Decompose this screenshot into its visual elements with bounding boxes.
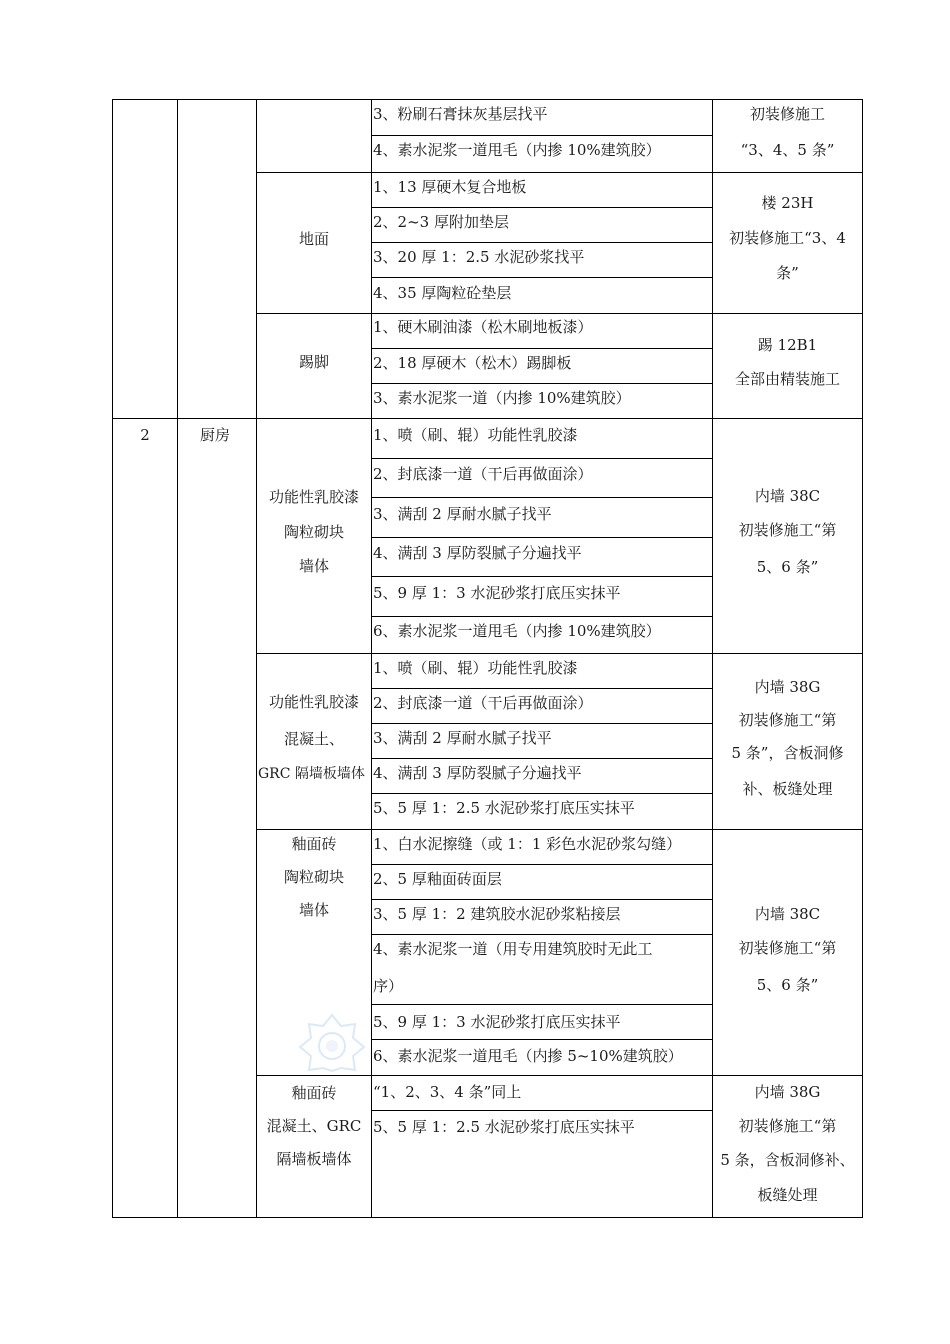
- part-label-floor: 地面: [298, 230, 329, 248]
- ref-text: 内墙 38C: [754, 487, 821, 505]
- ref-text: 内墙 38G: [754, 678, 821, 696]
- step-text: 3、素水泥浆一道（内掺 10%建筑胶）: [373, 389, 631, 407]
- step-text: 6、素水泥浆一道甩毛（内掺 5~10%建筑胶）: [373, 1047, 683, 1065]
- part-line: 釉面砖: [291, 1084, 337, 1102]
- part-line: 墙体: [298, 901, 329, 919]
- step-text: “1、2、3、4 条”同上: [373, 1083, 522, 1101]
- part-line: 混凝土、: [283, 730, 344, 748]
- step-text: 6、素水泥浆一道甩毛（内掺 10%建筑胶）: [373, 622, 661, 640]
- step-text: 3、满刮 2 厚耐水腻子找平: [373, 505, 552, 523]
- part-line: 釉面砖: [291, 835, 337, 853]
- step-text: 5、5 厚 1：2.5 水泥砂浆打底压实抹平: [373, 799, 635, 817]
- step-text: 1、硬木刷油漆（松木刷地板漆）: [373, 318, 593, 336]
- ref-text: 补、板缝处理: [742, 780, 833, 798]
- step-text: 5、9 厚 1：3 水泥砂浆打底压实抹平: [373, 584, 621, 602]
- ref-text: 初装修施工“第: [738, 1117, 837, 1135]
- step-text: 3、5 厚 1：2 建筑胶水泥砂浆粘接层: [373, 905, 621, 923]
- step-text: 1、白水泥擦缝（或 1：1 彩色水泥砂浆勾缝）: [373, 835, 682, 853]
- ref-text: 全部由精装施工: [734, 370, 840, 388]
- ref-text: 初装修施工“3、4: [729, 229, 846, 247]
- step-text: 2、封底漆一道（干后再做面涂）: [373, 694, 593, 712]
- step-text: 4、素水泥浆一道（用专用建筑胶时无此工: [373, 940, 653, 958]
- part-line: 功能性乳胶漆: [268, 488, 359, 506]
- part-line: 隔墙板墙体: [276, 1150, 352, 1168]
- part-line: 陶粒砌块: [283, 523, 344, 541]
- step-text: 4、35 厚陶粒砼垫层: [373, 284, 512, 302]
- ref-text: 初装修施工“第: [738, 939, 837, 957]
- ref-text: 板缝处理: [757, 1186, 818, 1204]
- room-name: 厨房: [200, 426, 231, 444]
- step-text: 5、9 厚 1：3 水泥砂浆打底压实抹平: [373, 1013, 621, 1031]
- step-text: 2、封底漆一道（干后再做面涂）: [373, 465, 593, 483]
- ref-text: 踢 12B1: [757, 336, 818, 354]
- ref-text: 5 条，含板洞修补、: [720, 1151, 855, 1169]
- step-text: 1、13 厚硬木复合地板: [373, 178, 527, 196]
- ref-text: 5、6 条”: [756, 976, 819, 994]
- ref-text: 内墙 38C: [754, 905, 821, 923]
- step-text: 序）: [373, 977, 404, 995]
- step-text: 3、粉刷石膏抹灰基层找平: [373, 105, 548, 123]
- step-text: 4、素水泥浆一道甩毛（内掺 10%建筑胶）: [373, 141, 661, 159]
- step-text: 3、20 厚 1：2.5 水泥砂浆找平: [373, 248, 585, 266]
- ref-text: 初装修施工“第: [738, 521, 837, 539]
- step-text: 1、喷（刷、辊）功能性乳胶漆: [373, 659, 578, 677]
- step-text: 3、满刮 2 厚耐水腻子找平: [373, 729, 552, 747]
- part-label-skirting: 踢脚: [298, 353, 329, 371]
- ref-text: 初装修施工“第: [738, 711, 837, 729]
- ref-text: 5、6 条”: [756, 558, 819, 576]
- part-line: 陶粒砌块: [283, 868, 344, 886]
- step-text: 4、满刮 3 厚防裂腻子分遍找平: [373, 544, 582, 562]
- part-line: 墙体: [298, 557, 329, 575]
- step-text: 1、喷（刷、辊）功能性乳胶漆: [373, 426, 578, 444]
- ref-text: 楼 23H: [761, 194, 814, 212]
- ref-text: 初装修施工: [749, 105, 825, 123]
- part-line: 功能性乳胶漆: [268, 693, 359, 711]
- ref-text: “3、4、5 条”: [740, 141, 835, 159]
- row-number: 2: [140, 426, 150, 444]
- watermark-emblem-icon: [297, 1012, 367, 1074]
- part-line: 混凝土、GRC: [266, 1117, 362, 1135]
- step-text: 2、18 厚硬木（松木）踢脚板: [373, 354, 572, 372]
- ref-text: 条”: [776, 264, 799, 282]
- ref-text: 5 条”，含板洞修: [731, 744, 844, 762]
- ref-text: 内墙 38G: [754, 1083, 821, 1101]
- step-text: 4、满刮 3 厚防裂腻子分遍找平: [373, 764, 582, 782]
- step-text: 5、5 厚 1：2.5 水泥砂浆打底压实抹平: [373, 1118, 635, 1136]
- part-line: GRC 隔墙板墙体: [258, 766, 365, 782]
- step-text: 2、5 厚釉面砖面层: [373, 870, 502, 888]
- step-text: 2、2~3 厚附加垫层: [373, 213, 509, 231]
